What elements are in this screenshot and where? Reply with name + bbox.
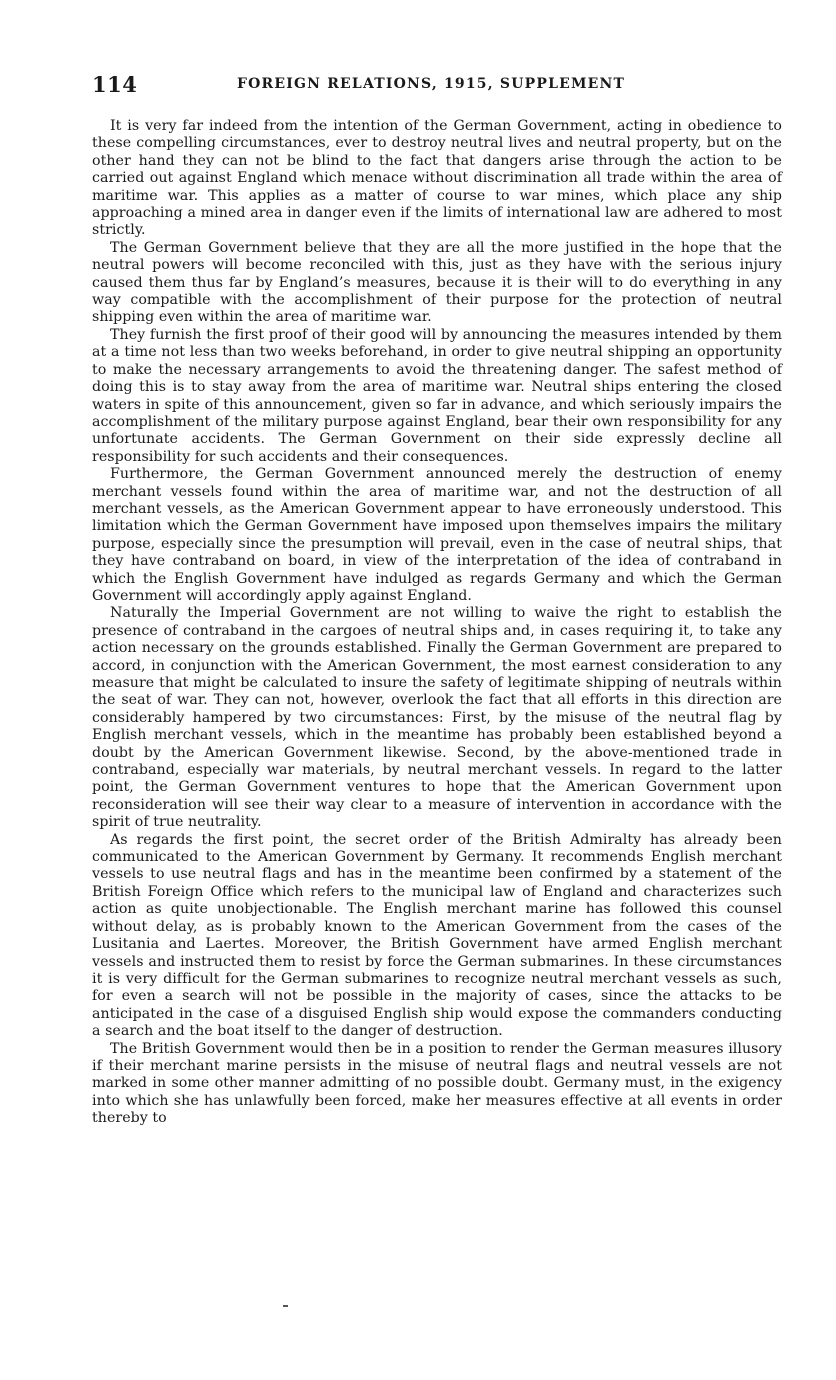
paragraph-2: The German Government believe that they are all the more justified in the hope that the neutral powers will become reconciled with this, just as they have with the serious injury caused them thus far by England’s measures, because it is their will to do everything in any way compatible with the accomplishment of their purpose for the protection of neutral shipping even within the area of maritime war. <box>92 239 782 326</box>
paragraph-7: The British Government would then be in a position to render the German measures illusory if their merchant marine persists in the misuse of neutral flags and neutral vessels are not marked in some other manner admitting of no possible doubt. Germany must, in the exigency into which she has unlawfully been forced, make her measures effective at all events in order thereby to <box>92 1040 782 1127</box>
paragraph-4: Furthermore, the German Government announced merely the destruction of enemy merchant vessels found within the area of maritime war, and not the destruction of all merchant vessels, as the American Government appear to have erroneously understood. This limitation which the German Government have imposed upon themselves impairs the military purpose, especially since the presumption will prevail, even in the case of neutral ships, that they have contraband on board, in view of the interpretation of the idea of contraband in which the English Government have indulged as regards Germany and which the German Government will accordingly apply against England. <box>92 466 782 604</box>
paragraph-6: As regards the first point, the secret order of the British Admiralty has already been communicated to the American Government by Germany. It recommends English merchant vessels to use neutral flags and has in the meantime been confirmed by a statement of the British Foreign Office which refers to the municipal law of England and characterizes such action as quite unobjectionable. The English merchant marine has followed this counsel without delay, as is probably known to the American Government from the cases of the Lusitania and Laertes. Moreover, the British Government have armed English merchant vessels and instructed them to resist by force the German submarines. In these circumstances it is very difficult for the German submarines to recognize neutral merchant vessels as such, for even a search will not be possible in the majority of cases, since the attacks to be anticipated in the case of a disguised English ship would expose the commanders conducting a search and the boat itself to the danger of destruction. <box>92 831 782 1040</box>
print-speck <box>283 1305 288 1307</box>
paragraph-3: They furnish the first proof of their good will by announcing the measures intended by them at a time not less than two weeks beforehand, in order to give neutral shipping an opportunity to make the necessary arrangements to avoid the threatening danger. The safest method of doing this is to stay away from the area of maritime war. Neutral ships entering the closed waters in spite of this announcement, given so far in advance, and which seriously impairs the accomplishment of the military purpose against England, bear their own responsibility for any unfortunate accidents. The German Government on their side expressly decline all responsibility for such accidents and their consequences. <box>92 326 782 465</box>
page-number: 114 <box>92 72 138 97</box>
document-page <box>92 72 782 1128</box>
body-text <box>92 118 782 1128</box>
paragraph-5: Naturally the Imperial Government are not willing to waive the right to establish the presence of contraband in the cargoes of neutral ships and, in cases requiring it, to take any action necessary on the grounds established. Finally the German Government are prepared to accord, in conjunction with the American Government, the most earnest consideration to any measure that might be calculated to insure the safety of legitimate shipping of neutrals within the seat of war. They can not, however, overlook the fact that all efforts in this direction are considerably hampered by two circumstances: First, by the misuse of the neutral flag by English merchant vessels, which in the meantime has probably been established beyond a doubt by the American Government likewise. Second, by the above-mentioned trade in contraband, especially war materials, by neutral merchant vessels. In regard to the latter point, the German Government ventures to hope that the American Government upon reconsideration will see their way clear to a measure of intervention in accordance with the spirit of true neutrality. <box>92 605 782 831</box>
paragraph-1: It is very far indeed from the intention of the German Government, acting in obedience to these compelling circumstances, ever to destroy neutral lives and neutral property, but on the other hand they can not be blind to the fact that dangers arise through the action to be carried out against England which menace without discrimination all trade within the area of maritime war. This applies as a matter of course to war mines, which place any ship approaching a mined area in danger even if the limits of international law are adhered to most strictly. <box>92 118 782 239</box>
page-header <box>92 72 782 102</box>
running-head: FOREIGN RELATIONS, 1915, SUPPLEMENT <box>237 76 626 92</box>
